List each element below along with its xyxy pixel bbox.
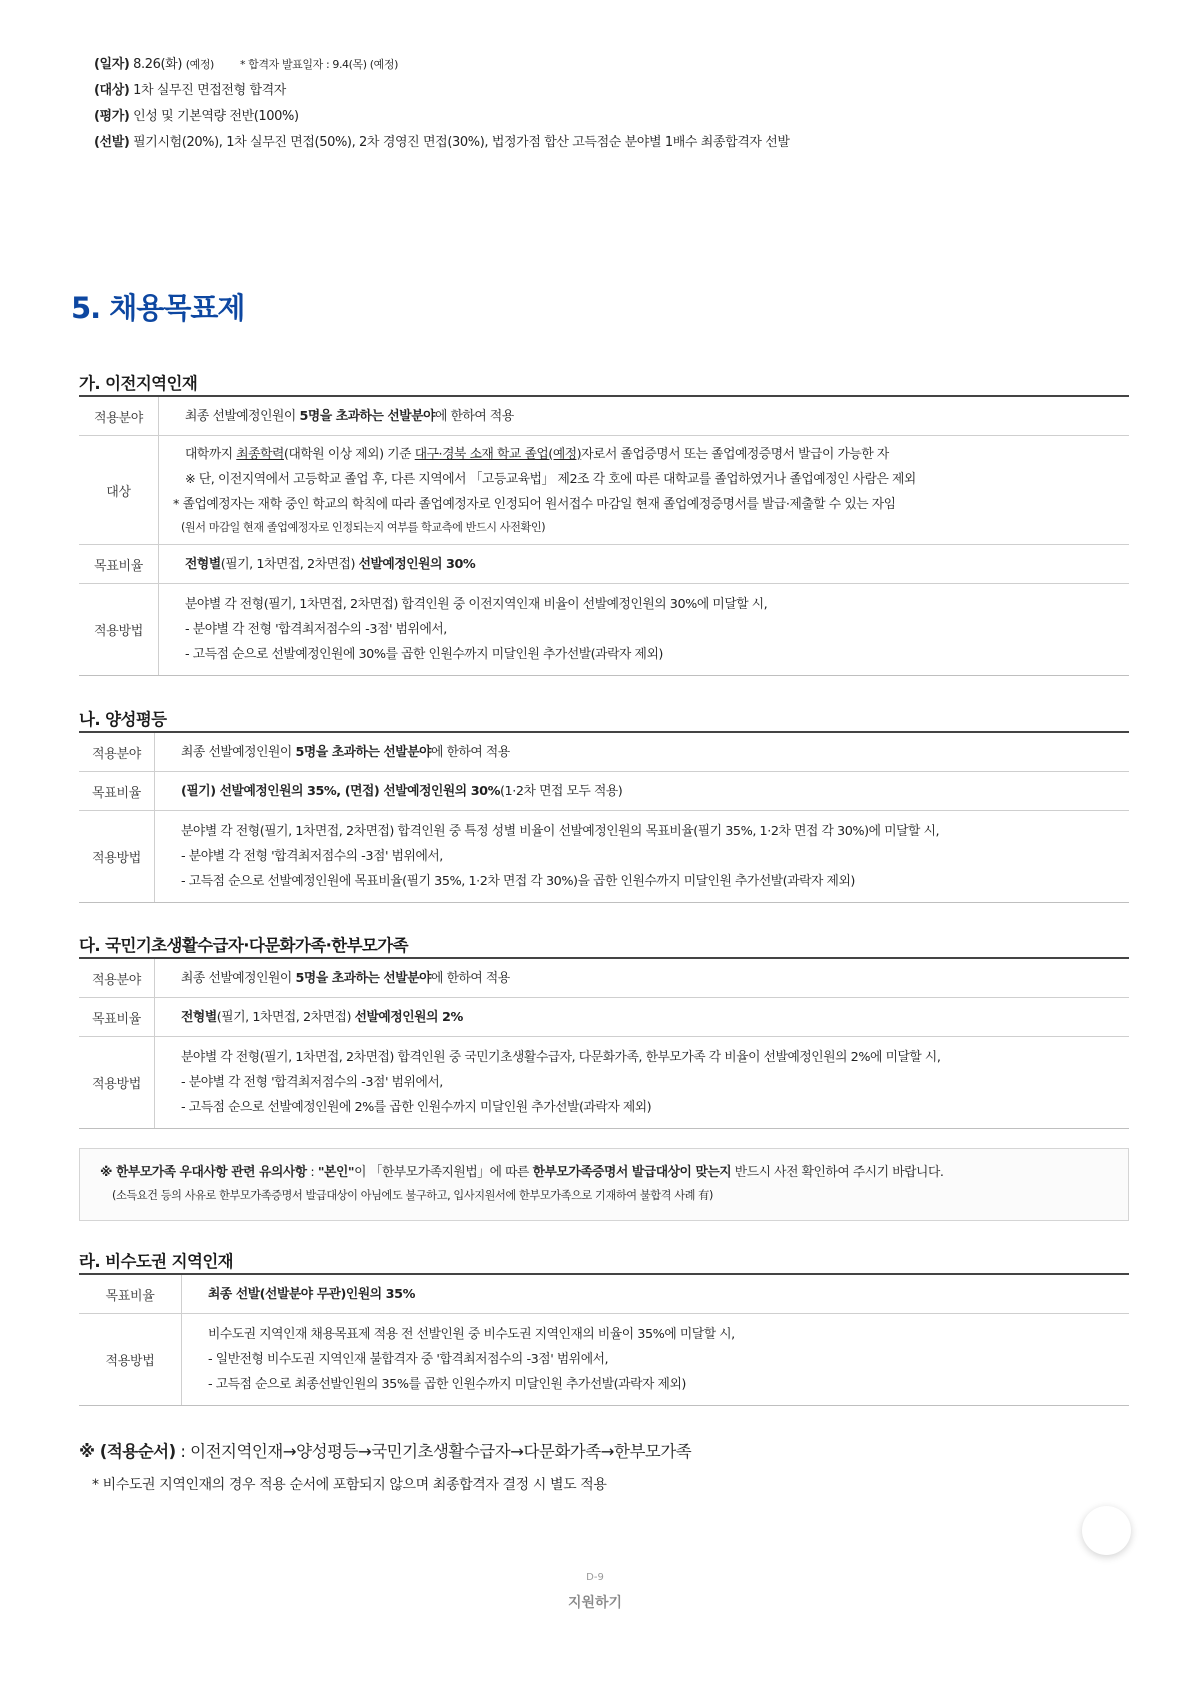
row-label: 적용방법 <box>79 1037 155 1128</box>
row-label: 적용분야 <box>79 397 159 435</box>
row-label: 목표비율 <box>79 1275 182 1313</box>
heading-non-capital-talent: 라. 비수도권 지역인재 <box>79 1252 234 1271</box>
floating-circle-button[interactable] <box>1082 1506 1131 1555</box>
row-value: 최종 선발예정인원이 5명을 초과하는 선발분야에 한하여 적용 <box>181 744 510 760</box>
row-label: 목표비율 <box>79 998 155 1036</box>
row-value: 분야별 각 전형(필기, 1차면접, 2차면접) 합격인원 중 특정 성별 비율이 선발예정인원의 목표비율(필기 35%, 1·2차 면접 각 30%)에 미달할 시, - 분야별 각 전형 '합격최저점수의 -3점' 범위에서, - 고득점 순으로 선발예정인원에 목표비율(필기 35%, 1·2차 면접 각 30%)을 곱한 인원수까지 미달인원 추가선발(과락자 제외) <box>181 824 940 889</box>
row-label: 목표비율 <box>79 772 155 810</box>
table-row <box>79 998 1129 1037</box>
table-row <box>79 733 1129 772</box>
row-label: 적용방법 <box>79 584 159 675</box>
page-number: D-9 <box>586 1572 604 1583</box>
row-label: 적용방법 <box>79 811 155 902</box>
row-value: 전형별(필기, 1차면접, 2차면접) 선발예정인원의 30% <box>185 556 476 572</box>
row-value: 최종 선발예정인원이 5명을 초과하는 선발분야에 한하여 적용 <box>181 970 510 986</box>
row-value: 분야별 각 전형(필기, 1차면접, 2차면접) 합격인원 중 국민기초생활수급자, 다문화가족, 한부모가족 각 비율이 선발예정인원의 2%에 미달할 시, - 분야별 각 전형 '합격최저점수의 -3점' 범위에서, - 고득점 순으로 선발예정인원에 2%를 곱한 인원수까지 미달인원 추가선발(과락자 제외) <box>181 1050 941 1115</box>
row-value: 대학까지 최종학력(대학원 이상 제외) 기준 대구·경북 소재 학교 졸업(예정)자로서 졸업증명서 또는 졸업예정증명서 발급이 가능한 자 ※ 단, 이전지역에서 고등학교 졸업 후, 다른 지역에서 「고등교육법」 제2조 각 호에 따른 대학교를 졸업하였거나 졸업예정인 사람은 제외 * 졸업예정자는 재학 중인 학교의 학칙에 따라 졸업예정자로 인정되어 원서접수 마감일 현재 졸업예정증명서를 발급·제출할 수 있는 자임 (원서 마감일 현재 졸업예정자로 인정되는지 여부를 학교측에 반드시 사전확인) <box>173 446 916 534</box>
announce-date: * 합격자 발표일자 : 9.4(목) (예정) <box>239 58 398 71</box>
table-gender-equality <box>79 731 1129 903</box>
footer-label: 지원하기 <box>567 1595 623 1611</box>
row-label: 적용분야 <box>79 733 155 771</box>
row-label: 대상 <box>79 436 159 544</box>
heading-welfare-families: 다. 국민기초생활수급자·다문화가족·한부모가족 <box>79 936 408 955</box>
table-welfare-families <box>79 957 1129 1129</box>
row-label: 적용방법 <box>79 1314 182 1405</box>
table-row <box>79 1314 1129 1406</box>
table-row <box>79 1037 1129 1129</box>
row-value: (필기) 선발예정인원의 35%, (면접) 선발예정인원의 30%(1·2차 면접 모두 적용) <box>181 783 623 799</box>
application-order: ※ (적용순서) : 이전지역인재→양성평등→국민기초생활수급자→다문화가족→한부모가족 <box>79 1442 692 1461</box>
row-value: 전형별(필기, 1차면접, 2차면접) 선발예정인원의 2% <box>181 1009 463 1025</box>
row-value: 최종 선발(선발분야 무관)인원의 35% <box>208 1286 415 1302</box>
heading-gender-equality: 나. 양성평등 <box>79 710 167 729</box>
heading-relocation-talent: 가. 이전지역인재 <box>79 374 198 393</box>
info-target: (대상) 1차 실무진 면접전형 합격자 <box>94 83 286 98</box>
single-parent-notice <box>79 1148 1129 1221</box>
table-row <box>79 959 1129 998</box>
table-row <box>79 772 1129 811</box>
info-evaluation: (평가) 인성 및 기본역량 전반(100%) <box>94 109 299 124</box>
row-label: 적용분야 <box>79 959 155 997</box>
notice-line: ※ 한부모가족 우대사항 관련 유의사항 : "본인"이 「한부모가족지원법」에 따른 한부모가족증명서 발급대상이 맞는지 반드시 사전 확인하여 주시기 바랍니다. <box>100 1165 944 1180</box>
table-row <box>79 811 1129 903</box>
info-date: (일자) 8.26(화) (예정) * 합격자 발표일자 : 9.4(목) (예정) <box>94 57 398 72</box>
section-title: 5. 채용목표제 <box>71 291 245 325</box>
row-value: 비수도권 지역인재 채용목표제 적용 전 선발인원 중 비수도권 지역인재의 비율이 35%에 미달할 시, - 일반전형 비수도권 지역인재 불합격자 중 '합격최저점수의 -3점' 범위에서, - 고득점 순으로 최종선발인원의 35%를 곱한 인원수까지 미달인원 추가선발(과락자 제외) <box>208 1327 735 1392</box>
notice-subline: (소득요건 등의 사유로 한부모가족증명서 발급대상이 아님에도 불구하고, 입사지원서에 한부모가족으로 기재하여 불합격 사례 有) <box>112 1189 713 1202</box>
row-value: 최종 선발예정인원이 5명을 초과하는 선발분야에 한하여 적용 <box>185 408 514 424</box>
info-selection: (선발) 필기시험(20%), 1차 실무진 면접(50%), 2차 경영진 면접(30%), 법정가점 합산 고득점순 분야별 1배수 최종합격자 선발 <box>94 135 790 150</box>
application-order-note: * 비수도권 지역인재의 경우 적용 순서에 포함되지 않으며 최종합격자 결정 시 별도 적용 <box>92 1477 607 1493</box>
row-value: 분야별 각 전형(필기, 1차면접, 2차면접) 합격인원 중 이전지역인재 비율이 선발예정인원의 30%에 미달할 시, - 분야별 각 전형 '합격최저점수의 -3점' 범위에서, - 고득점 순으로 선발예정인원에 30%를 곱한 인원수까지 미달인원 추가선발(과락자 제외) <box>185 597 768 662</box>
table-row <box>79 1275 1129 1314</box>
row-label: 목표비율 <box>79 545 159 583</box>
table-non-capital-talent <box>79 1273 1129 1406</box>
table-row <box>79 397 1129 436</box>
table-relocation-talent <box>79 395 1129 676</box>
table-row <box>79 436 1129 545</box>
table-row <box>79 584 1129 676</box>
table-row <box>79 545 1129 584</box>
interview-info <box>94 52 1094 156</box>
